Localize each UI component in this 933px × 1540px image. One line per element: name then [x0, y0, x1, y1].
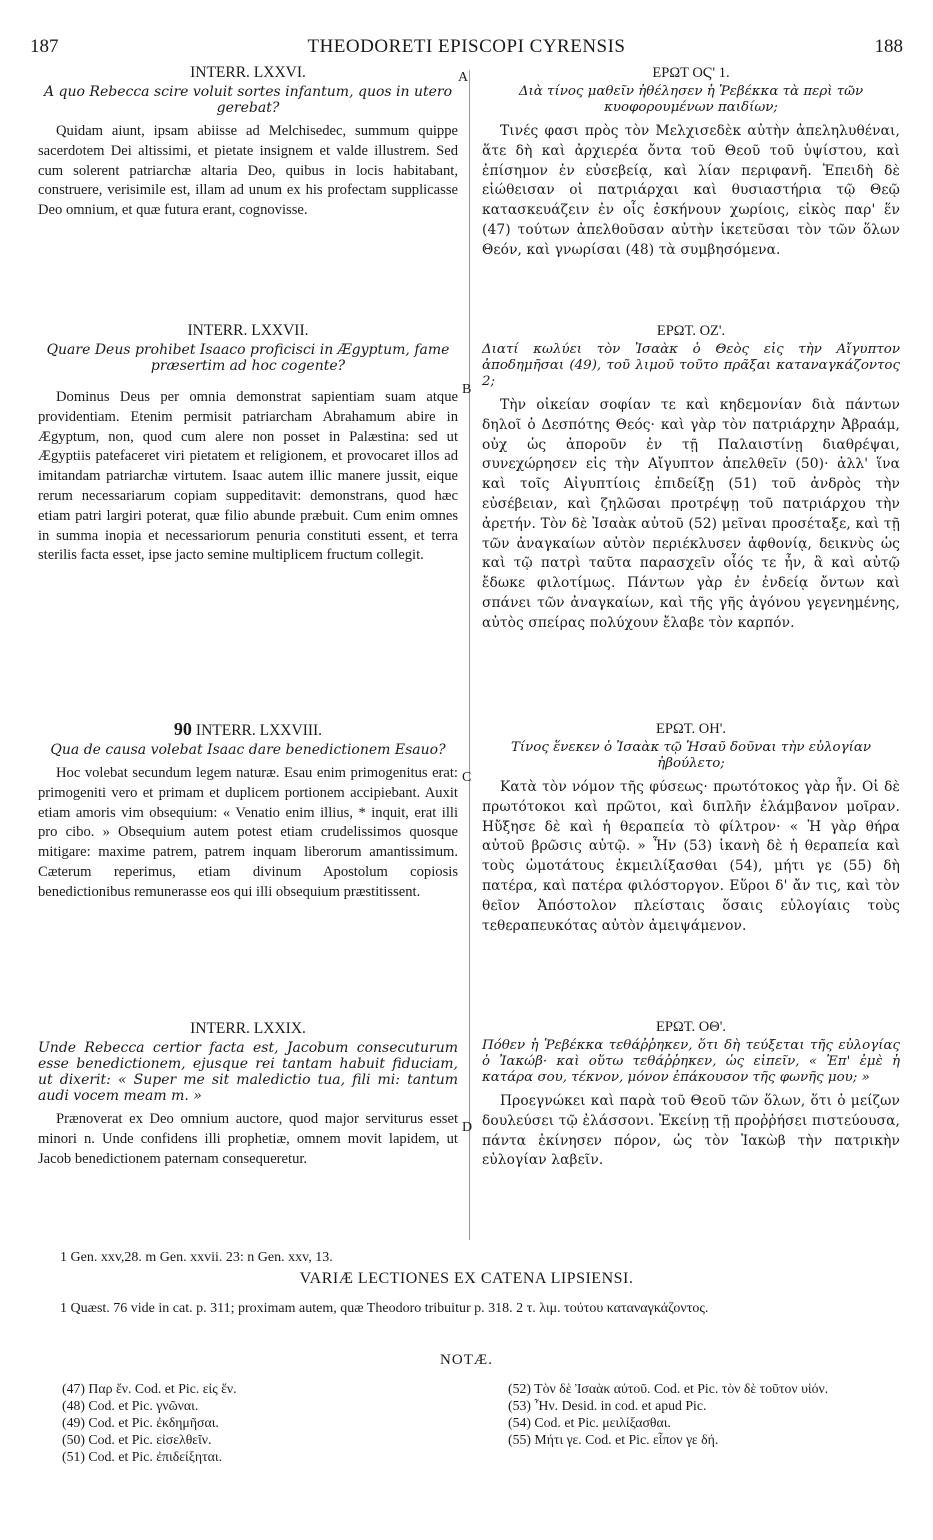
section-heading: ΕΡΩΤ. ΟΖ'.: [656, 323, 726, 339]
notae-heading: NOTÆ.: [440, 1352, 493, 1368]
section-body: Dominus Deus per omnia demonstrat sapientiam suam atque providentiam. Etenim permisit patriarcham Abrahamum abire in Ægyptum, non, quod cum alere non posset in Palæstina: sed ut Ægyptiis patefaceret viri pietatem et religionem, et provocaret illos ad imitandam patriarchæ virtutem. Isaac autem illic manere jussit, eique rerum necessariarum copiam suppeditavit: demonstrans, quod hæc etiam patri largiri poterat, quæ filio abunde præbuit. Cum enim omnes in summa inopia et necessariorum penuria constituti essent, et terra sterilis facta esset, ipse jacto semine multiplicem fructum collegit.: [38, 389, 458, 564]
section-heading: ΕΡΩΤ. ΟΗ'.: [656, 721, 726, 737]
section-heading: INTERR. LXXVIII.: [195, 722, 323, 739]
section-question: Πόθεν ἡ Ῥεβέκκα τεθάῤῥηκεν, ὅτι δὴ τεύξεται τῆς εὐλογίας ὁ Ἰακώβ· καὶ οὕτω τεθάῤῥηκεν, ὡς εἰπεῖν, « Ἐπ' ἐμὲ ἡ κατάρα σου, τέκνον, μόνον ἐπάκουσον τῆς φωνῆς μου; »: [482, 1038, 900, 1085]
greek-section-79: [482, 1018, 900, 1171]
note-line: (53) Ἦν. Desid. in cod. et apud Pic.: [508, 1398, 707, 1413]
section-body: Κατὰ τὸν νόμον τῆς φύσεως· πρωτότοκος γὰρ ἦν. Οἱ δὲ πρωτότοκοι καὶ πρῶτοι, καὶ διπλῆν ἐλάμβανον μοῖραν. Ηὔξησε δὲ καὶ ἡ θεραπεία τὸ φίλτρον· « Ἡ γὰρ θήρα αὐτοῦ βρῶσις αὐτῷ. » Ἦν (53) ἱκανὴ δὲ ἡ θεραπεία καὶ τοὺς ὠμοτάτους ἐκμειλίξασθαι (54), μήτι γε (55) δὴ πατέρα, καὶ πατέρα φιλόστοργον. Εὕροι δ' ἄν τις, καὶ τὸν θεῖον Ἀπόστολον πλείσταις ὅσαις εὐλογίαις τοὺς τεθεραπευκότας αὐτὸν ἀμειψάμενον.: [482, 779, 900, 934]
section-heading: INTERR. LXXIX.: [190, 1020, 306, 1037]
latin-column: [38, 64, 458, 1169]
section-question: Διατί κωλύει τὸν Ἰσαὰκ ὁ Θεὸς εἰς τὴν Αἴγυπτον ἀποδημῆσαι (49), τοῦ λιμοῦ τοῦτο πρᾶξαι καταναγκάζοντος 2;: [482, 342, 900, 389]
note-line: (48) Cod. et Pic. γνῶναι.: [62, 1398, 199, 1413]
section-question: A quo Rebecca scire voluit sortes infantum, quos in utero gerebat?: [43, 84, 453, 116]
section-body: Προεγνώκει καὶ παρὰ τοῦ Θεοῦ τῶν ὅλων, ὅτι ὁ μείζων δουλεύσει τῷ ἐλάσσονι. Ἐκείνῃ τῇ προῤῥήσει πιστεύουσα, πάντα ἐκίνησεν πόρον, ὡς τὸν Ἰακὼβ τὴν πατρικὴν εὐλογίαν λαβεῖν.: [482, 1093, 900, 1169]
variae-lectiones-heading: VARIÆ LECTIONES EX CATENA LIPSIENSI.: [299, 1270, 634, 1287]
latin-section-76: [38, 64, 458, 312]
greek-section-77: [482, 322, 900, 720]
section-heading-row: [38, 720, 458, 740]
greek-column: [482, 64, 900, 1171]
margin-letter-c: C: [462, 770, 472, 785]
section-heading: INTERR. LXXVII.: [187, 322, 309, 339]
notes-left-column: [62, 1380, 472, 1465]
note-line: (51) Cod. et Pic. ἐπιδείξηται.: [62, 1449, 223, 1464]
section-body: Hoc volebat secundum legem naturæ. Esau enim primogenitus erat: primogeniti vero et primam et duplicem portionem accipiebant. Auxit etiam amoris vim obsequium: « Venatio enim illius, * inquit, erat illi pro cibo. » Obsequium autem potest etiam crudelissimos quosque mitigare: maxime patrem, patrem inquam liberorum amantissimum. Cæterum reperimus, etiam divinum Apostolum copiosis benedictionibus remunerasse eos qui illi obsequium præstitissent.: [38, 765, 458, 900]
notes-right-column: [508, 1380, 908, 1448]
page-number-right: 188: [874, 36, 903, 57]
section-question: Τίνος ἕνεκεν ὁ Ἰσαὰκ τῷ Ἡσαῦ δοῦναι τὴν εὐλογίαν ἠβούλετο;: [510, 740, 872, 771]
running-header: [30, 36, 903, 62]
section-question: Quare Deus prohibet Isaaco proficisci in Ægyptum, fame præsertim ad hoc cogente?: [46, 342, 450, 374]
margin-letter-a: A: [458, 70, 469, 85]
section-heading: INTERR. LXXVI.: [190, 64, 306, 81]
variae-lectiones-text: 1 Quæst. 76 vide in cat. p. 311; proximam autem, quæ Theodoro tribuitur p. 318. 2 τ. λιμ. τούτου καταναγκάζοντος.: [60, 1301, 709, 1316]
margin-letter-b: B: [462, 382, 472, 397]
section-heading: ΕΡΩΤ. ΟΘ'.: [656, 1019, 726, 1035]
running-title: THEODORETI EPISCOPI CYRENSIS: [307, 36, 626, 57]
column-divider: [469, 70, 470, 1240]
section-heading: ΕΡΩΤ ΟϚ' 1.: [652, 65, 730, 81]
scripture-references: 1 Gen. xxv,28. m Gen. xxvii. 23: n Gen. xxv, 13.: [60, 1250, 333, 1265]
note-line: (49) Cod. et Pic. ἐκδημῆσαι.: [62, 1415, 219, 1430]
section-body: Τὴν οἰκείαν σοφίαν τε καὶ κηδεμονίαν διὰ πάντων δηλοῖ ὁ Δεσπότης Θεός· καὶ γὰρ τὸν πατριάρχην Ἀβραάμ, οὐχ ὡς ἀποροῦν ἐν τῇ Παλαιστίνῃ διαθρέψαι, συνεχώρησεν εἰς τὴν Αἴγυπτον ἀπελθεῖν (50)· ἀλλ' ἵνα καὶ τοῖς Αἰγυπτίοις ἐπιδείξῃ (51) τοῦ ἀνδρὸς τὴν εὐσέβειαν, καὶ ζηλῶσαι προτρέψῃ τοῦ πατριάρχου τὴν ἀρετήν. Τὸν δὲ Ἰσαὰκ αὐτοῦ (52) μεῖναι προσέταξε, καὶ τῇ τῶν ἀναγκαίων αὐτὸν περιέκλυσεν ἀφθονίᾳ, δεικνὺς ὡς καὶ τῷ πατρὶ ταῦτα παρασχεῖν οἷός τε ἦν, ἃ καὶ αὐτῷ ἔδωκε φιλοτίμως. Πάντων γὰρ ἐν ἐνδείᾳ ὄντων καὶ σπάνει τῶν ἀναγκαίων, καὶ τῆς γῆς ἀγόνου γεγενημένης, αὐτὸς σπείρας πολύχουν ἔλαβε τὸν καρπόν.: [482, 397, 900, 631]
note-line: (54) Cod. et Pic. μειλίξασθαι.: [508, 1415, 671, 1430]
latin-section-77: [38, 322, 458, 720]
latin-section-79: [38, 1020, 458, 1169]
latin-section-78: [38, 720, 458, 1020]
note-line: (47) Παρ ἕν. Cod. et Pic. εἰς ἕν.: [62, 1381, 237, 1396]
section-question: Qua de causa volebat Isaac dare benedictionem Esauo?: [50, 742, 446, 758]
section-question: Διὰ τίνος μαθεῖν ἠθέλησεν ἡ Ῥεβέκκα τὰ περὶ τῶν κυοφορουμένων παιδίων;: [518, 84, 864, 115]
migne-column-number: 90: [173, 719, 192, 739]
section-body: Quidam aiunt, ipsam abiisse ad Melchisedec, summum quippe sacerdotem Dei altissimi, et pietate insignem et valde illustrem. Sed cum solerent patriarchæ altaria Deo, quibus in locis habitabant, construere, verisimile est, illam ad unum ex his profectam supplicasse Deo omnium, et quæ futura erant, cognovisse.: [38, 123, 458, 219]
note-line: (52) Τὸν δὲ Ἰσαὰκ αὐτοῦ. Cod. et Pic. τὸν δὲ τοῦτον υἱόν.: [508, 1381, 829, 1396]
greek-section-78: [482, 720, 900, 1018]
greek-section-76: [482, 64, 900, 322]
section-body: Prænoverat ex Deo omnium auctore, quod major serviturus esset minori n. Unde confidens illi prophetiæ, omnem movit lapidem, ut Jacob benedictionem paternam consequeretur.: [38, 1111, 458, 1167]
section-body: Τινές φασι πρὸς τὸν Μελχισεδὲκ αὐτὴν ἀπεληλυθέναι, ἅτε δὴ καὶ ἀρχιερέα ὄντα τοῦ Θεοῦ τοῦ ὑψίστου, καὶ ἐπίσημον ἐν εὐσεβείᾳ, καὶ λίαν περιφανῆ. Ἐπειδὴ δὲ εἰώθεισαν οἱ πατριάρχαι καὶ θυσιαστήρια τῷ Θεῷ κατασκευάζειν ἐν οἷς ἐσκήνουν χωρίοις, εἰκὸς παρ' ἕν (47) τούτων ἀπελθοῦσαν αὐτὴν ἱκετεῦσαι τὸν τῶν ὅλων Θεόν, καὶ γνωρίσαι (48) τὰ συμβησόμενα.: [482, 123, 900, 258]
section-question: Unde Rebecca certior facta est, Jacobum consecuturum esse benedictionem, ejusque rei tantam habuit fiduciam, ut dixerit: « Super me sit maledictio tua, fili mi: tantum audi vocem meam m. »: [38, 1040, 458, 1104]
page-number-left: 187: [30, 36, 59, 57]
note-line: (50) Cod. et Pic. εἰσελθεῖν.: [62, 1432, 212, 1447]
note-line: (55) Μήτι γε. Cod. et Pic. εἶπον γε δή.: [508, 1432, 719, 1447]
margin-letter-d: D: [462, 1120, 473, 1135]
